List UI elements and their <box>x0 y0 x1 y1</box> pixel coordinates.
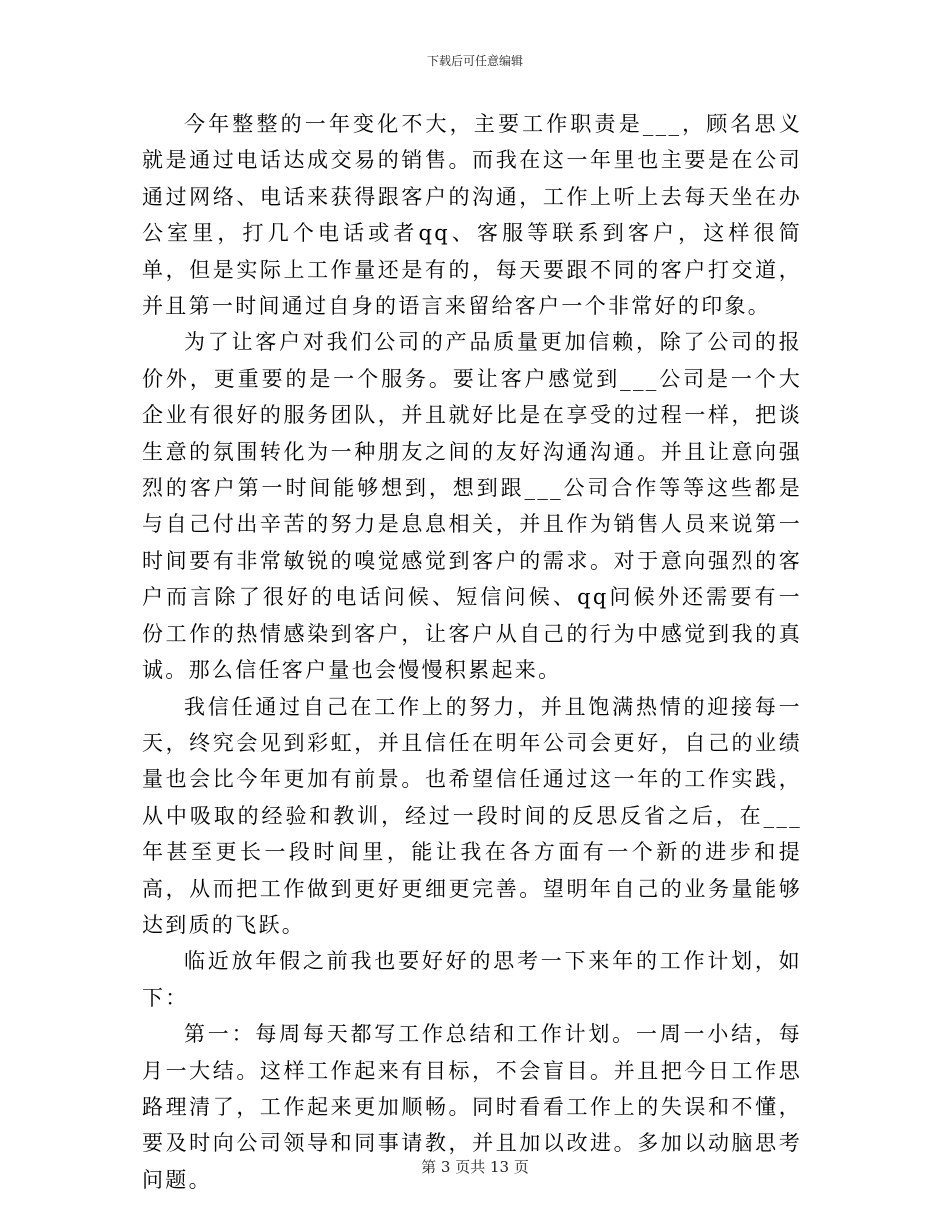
page-header: 下载后可任意编辑 <box>426 54 523 68</box>
page-footer: 第 3 页共 13 页 <box>421 1158 529 1176</box>
paragraph-1: 今年整整的一年变化不大，主要工作职责是___，顾名思义就是通过电话达成交易的销售。而我在这一年里也主要是在公司通过网络、电话来获得跟客户的沟通，工作上听上去每天坐在办公室里，打几个电话或者qq、客服等联系到客户，这样很简单，但是实际上工作量还是有的，每天要跟不同的客户打交道，并且第一时间通过自身的语言来留给客户一个非常好的印象。 <box>142 112 802 319</box>
paragraph-4: 临近放年假之前我也要好好的思考一下来年的工作计划，如下： <box>142 949 802 1010</box>
document-body <box>142 106 802 1198</box>
paragraph-2: 为了让客户对我们公司的产品质量更加信赖，除了公司的报价外，更重要的是一个服务。要让客户感觉到___公司是一个大企业有很好的服务团队，并且就好比是在享受的过程一样，把谈生意的氛围转化为一种朋友之间的友好沟通沟通。并且让意向强烈的客户第一时间能够想到，想到跟___公司合作等等这些都是与自己付出辛苦的努力是息息相关，并且作为销售人员来说第一时间要有非常敏锐的嗅觉感觉到客户的需求。对于意向强烈的客户而言除了很好的电话问候、短信问候、qq问候外还需要有一份工作的热情感染到客户，让客户从自己的行为中感觉到我的真诚。那么信任客户量也会慢慢积累起来。 <box>142 330 802 683</box>
paragraph-3: 我信任通过自己在工作上的努力，并且饱满热情的迎接每一天，终究会见到彩虹，并且信任在明年公司会更好，自己的业绩量也会比今年更加有前景。也希望信任通过这一年的工作实践，从中吸取的经验和教训，经过一段时间的反思反省之后，在___年甚至更长一段时间里，能让我在各方面有一个新的进步和提高，从而把工作做到更好更细更完善。望明年自己的业务量能够达到质的飞跃。 <box>142 694 802 937</box>
paragraph-5: 第一：每周每天都写工作总结和工作计划。一周一小结，每月一大结。这样工作起来有目标，不会盲目。并且把今日工作思路理清了，工作起来更加顺畅。同时看看工作上的失误和不懂，要及时向公司领导和同事请教，并且加以改进。多加以动脑思考问题。 <box>142 1022 802 1192</box>
